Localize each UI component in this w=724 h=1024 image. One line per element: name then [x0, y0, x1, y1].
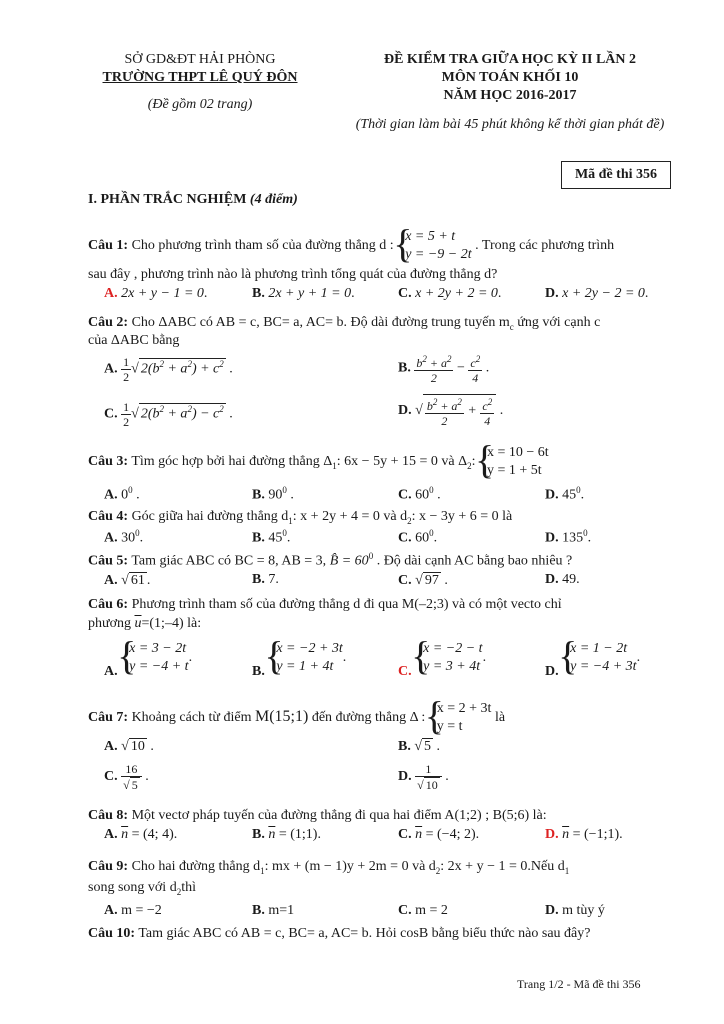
q8-option-c: C. $\overline{n} = (-4$; 2). — [398, 827, 480, 842]
q6-option-a: A. { x = 3 − 2t y = −4 + t . — [104, 640, 192, 680]
exam-subject: MÔN TOÁN KHỐI 10 — [441, 70, 579, 85]
q3-option-d: D. $45^0$. — [545, 485, 585, 503]
q8-option-b: B. $\overline{n}$ = (1;1). — [252, 827, 321, 842]
q3-option-c: C. $60^0$ . — [398, 485, 441, 503]
question-6: Câu 6: Phương trình tham số của đường thẳng d đi qua M(–2;3) và có một vecto chỉ — [88, 597, 562, 612]
q5-option-b: B. 7. — [252, 572, 279, 587]
question-2: Câu 2: Cho ΔABC có AB = c, BC= a, AC= b. Độ dài đường trung tuyến $m_c$ ứng với cạnh c — [88, 315, 601, 332]
q4-option-d: D. $135^0$. — [545, 528, 592, 546]
q5-option-d: D. 49. — [545, 572, 580, 587]
q9-option-b: B. m=1 — [252, 903, 295, 918]
q9-option-c: C. m = 2 — [398, 903, 448, 918]
page-count-note: (Đề gồm 02 trang) — [147, 97, 253, 112]
question-3: Câu 3: Tìm góc hợp bởi hai đường thẳng $\Delta_1$: 6x − 5y + 15 = 0 và $\Delta_2$: { x = 10 − 6t y = 1 + 5t — [88, 444, 549, 480]
question-8: Câu 8: Một vectơ pháp tuyến của đường thẳng đi qua hai điểm A(1;2) ; B(5;6) là: — [88, 808, 547, 823]
exam-year: NĂM HỌC 2016-2017 — [443, 88, 577, 103]
q5-option-c: C. √ 97 . — [398, 573, 448, 588]
page-footer: Trang 1/2 - Mã đề thi 356 — [517, 977, 641, 991]
q1-option-a: A. 2x + y − 1 = 0. — [104, 286, 208, 301]
parametric-system: { x = 10 − 6t y = 1 + 5t — [479, 444, 549, 480]
question-9: Câu 9: Cho hai đường thẳng $d_1$: mx + (m − 1)y + 2m = 0 và $d_2$: 2x + y − 1 = 0.Nếu $d_1$ — [88, 859, 570, 876]
question-10: Câu 10: Tam giác ABC có AB = c, BC= a, AC= b. Hỏi cosB bằng biểu thức nào sau đây? — [88, 926, 591, 941]
q2-option-d: D. √ $\frac{b^2 + a^2}{2}$ + $\frac{c^2}{4}$ . — [398, 394, 503, 428]
q4-option-b: B. $45^0$. — [252, 528, 291, 546]
q4-option-a: A. $30^0$. — [104, 528, 144, 546]
parametric-system: { x = 5 + t y = −9 − 2t — [397, 228, 471, 264]
q1-option-c: C. x + 2y + 2 = 0. — [398, 286, 502, 301]
q9-option-a: A. m = −2 — [104, 903, 162, 918]
question-9-line2: song song với $d_2thì$ — [88, 880, 196, 897]
q6-option-c: C. { x = −2 − t y = 3 + 4t . — [398, 640, 486, 680]
question-5: Câu 5: Tam giác ABC có BC = 8, AB = 3, B̂ = $60^0$ . Độ dài cạnh AC bằng bao nhiêu ? — [88, 551, 573, 569]
q6-option-b: B. { x = −2 + 3t y = 1 + 4t . — [252, 640, 346, 680]
q7-option-c: C. $\frac{16}{√ 5}$ . — [104, 762, 149, 792]
q4-option-c: C. $60^0$. — [398, 528, 438, 546]
section-title: I. PHẦN TRẮC NGHIỆM (4 điểm) — [88, 192, 298, 207]
question-7: Câu 7: Khoảng cách từ điểm M(15;1) đến đường thẳng Δ : { x = 2 + 3t y = t là — [88, 700, 505, 736]
question-1: Câu 1: Cho phương trình tham số của đường thẳng d : { x = 5 + t y = −9 − 2t . Trong các phương trình — [88, 228, 614, 264]
q2-option-a: A. $\frac{1}{2}$ √ $2(b^2 + a^2) + c^2$ . — [104, 355, 233, 384]
exam-time-note: (Thời gian làm bài 45 phút không kể thời gian phát đề) — [355, 117, 665, 132]
q2-option-b: B. $\frac{b^2 + a^2}{2}$ − $\frac{c^2}{4}$ . — [398, 354, 490, 385]
q8-option-d: D. $\overline{n}$ = (−1;1). — [545, 827, 623, 842]
question-1-line2: sau đây , phương trình nào là phương trình tổng quát của đường thẳng d? — [88, 267, 498, 282]
q2-option-c: C. $\frac{1}{2}$ √ $2(b^2 + a^2) - c^2$ . — [104, 400, 233, 429]
q9-option-d: D. m tùy ý — [545, 903, 605, 918]
q7-option-b: B. √ 5 . — [398, 739, 441, 754]
question-4: Câu 4: Góc giữa hai đường thẳng $d_1$: x + 2y + 4 = 0 và $d_2$: x − 3y + 6 = 0 là — [88, 509, 513, 526]
exam-code-box: Mã đề thi 356 — [561, 161, 671, 189]
question-2-line2: của ΔABC bằng — [88, 333, 180, 348]
q1-option-b: B. 2x + y + 1 = 0. — [252, 286, 355, 301]
q5-option-a: A. √ 61 . — [104, 573, 151, 588]
q1-option-d: D. x + 2y − 2 = 0. — [545, 286, 649, 301]
q8-option-a: A. $\overline{n} = (4$; 4). — [104, 827, 178, 842]
school-name: TRƯỜNG THPT LÊ QUÝ ĐÔN — [102, 70, 298, 85]
exam-title: ĐỀ KIỂM TRA GIỮA HỌC KỲ II LẦN 2 — [383, 52, 637, 67]
school-department: SỞ GD&ĐT HẢI PHÒNG — [124, 52, 276, 67]
question-6-line2: phương $\overline{u}=(1;-4)$ là: — [88, 616, 202, 631]
q3-option-a: A. $0^0$ . — [104, 485, 140, 503]
q6-option-d: D. { x = 1 − 2t y = −4 + 3t . — [545, 640, 640, 680]
q7-option-a: A. √ 10 . — [104, 739, 154, 754]
q3-option-b: B. $90^0$ . — [252, 485, 294, 503]
q7-option-d: D. $\frac{1}{√ 10}$ . — [398, 762, 449, 792]
